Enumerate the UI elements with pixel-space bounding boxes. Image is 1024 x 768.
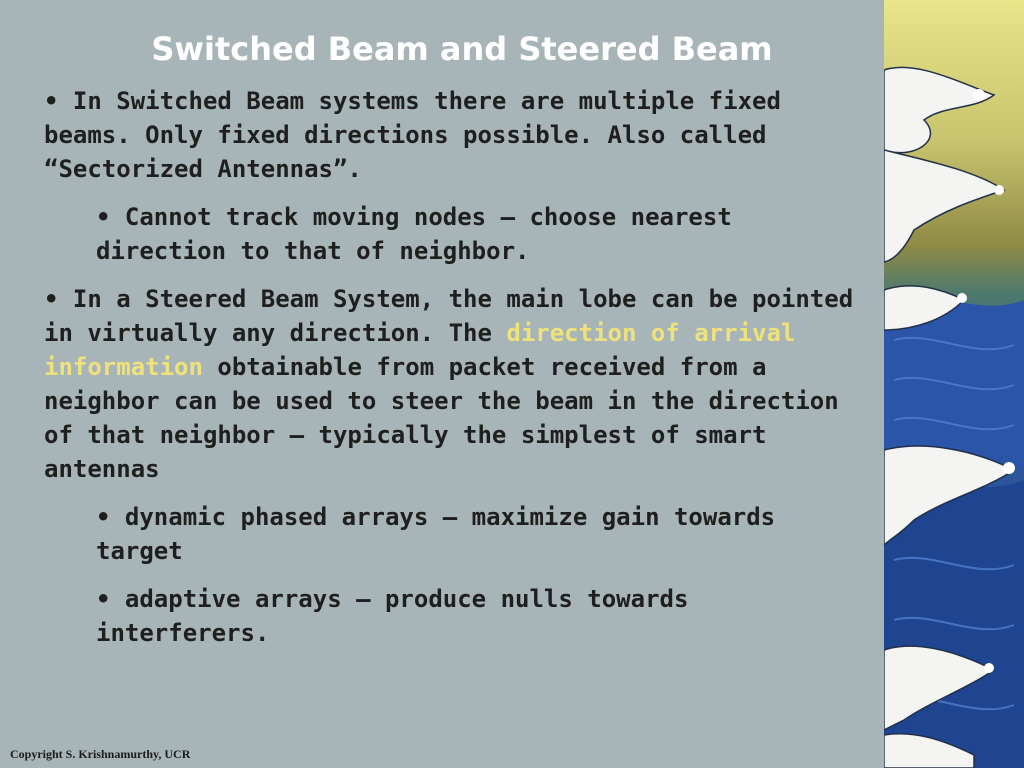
bullet-steered-beam xyxy=(44,282,854,486)
wave-artwork xyxy=(884,0,1024,768)
copyright-footer: Copyright S. Krishnamurthy, UCR xyxy=(10,747,191,761)
bullet-steered-beam-text-continued: obtainable from packet received from a neighbor can be used to steer the beam in the direction of that neighbor – typically the simplest of smart antennas xyxy=(44,353,839,483)
highlight-direction-arrival: direction of arrival information xyxy=(44,319,796,381)
bullet-steered-beam-text: • In a Steered Beam System, the main lobe can be pointed in virtually any direction. The xyxy=(44,285,854,347)
bullet-switched-beam: • In Switched Beam systems there are multiple fixed beams. Only fixed directions possible. Also called “Sectorized Antennas”. xyxy=(44,87,781,183)
sub-bullet-adaptive-arrays: • adaptive arrays – produce nulls towards interferers. xyxy=(96,585,689,647)
sub-bullet-phased-arrays: • dynamic phased arrays – maximize gain towards target xyxy=(96,503,776,565)
slide-content xyxy=(44,84,854,664)
sub-bullet-track-nodes: • Cannot track moving nodes – choose nearest direction to that of neighbor. xyxy=(96,203,732,265)
slide-title: Switched Beam and Steered Beam xyxy=(151,30,773,68)
